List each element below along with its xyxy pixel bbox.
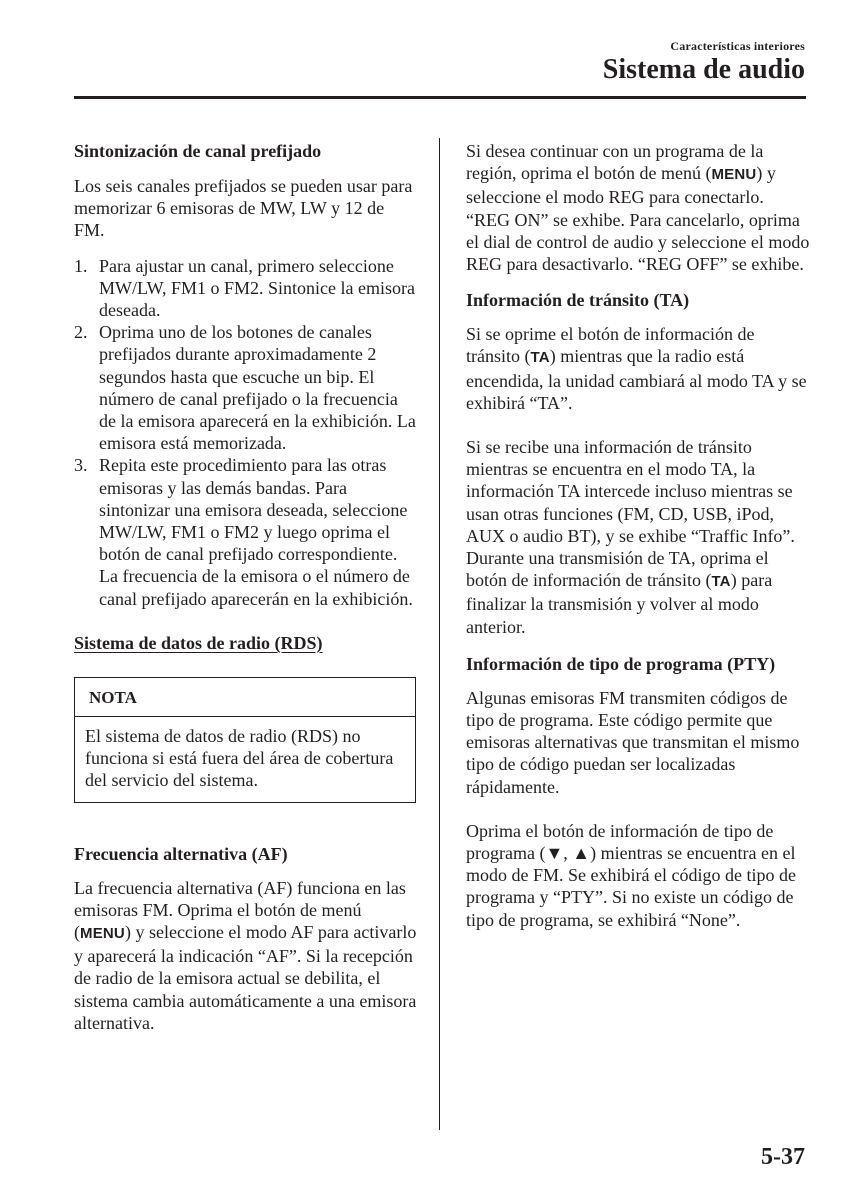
step-number: 2.: [74, 322, 88, 343]
ta-key-label: TA: [530, 349, 550, 367]
step-number: 1.: [74, 255, 88, 276]
section-label: Características interiores: [670, 39, 805, 53]
ta-text: Si se oprime el botón de información de tránsito (: [466, 324, 755, 367]
step-text: Para ajustar un canal, primero seleccione MW/LW, FM1 o FM2. Sintonice la emisora deseada.: [99, 255, 415, 321]
ta-heading: Información de tránsito (TA): [466, 290, 690, 311]
ta-text-cont: ) mientras que la radio está encendida, la unidad cambiará al modo TA y se exhibirá “TA”.: [466, 346, 807, 413]
ta-paragraph-3: [466, 547, 811, 638]
page-title: Sistema de audio: [602, 54, 805, 85]
header-rule: [74, 96, 806, 99]
note-box: [74, 677, 416, 803]
pty-paragraph-2: [466, 820, 811, 931]
left-column: [74, 140, 419, 1034]
ta-paragraph-2: Si se recibe una información de tránsito mientras se encuentra en el modo TA, la información TA intercede incluso mientras se usan otras funciones (FM, CD, USB, iPod, AUX o audio BT), y se exhibe “Traffic Info”.: [466, 437, 795, 546]
note-text: El sistema de datos de radio (RDS) no funciona si está fuera del área de cobertura del servicio del sistema.: [85, 726, 394, 791]
menu-key-label: MENU: [80, 925, 125, 943]
preset-steps: [74, 255, 419, 610]
arrow-keys-icon: ▼, ▲: [545, 843, 591, 864]
step-number: 3.: [74, 455, 88, 476]
af-text-cont: ) y seleccione el modo AF para activarlo y aparecerá la indicación “AF”. Si la recepción de radio de la emisora actual se debilita, el sistema cambia automáticamente a una emisora alternativa.: [74, 922, 417, 1033]
note-label: NOTA: [75, 678, 415, 717]
preset-step: [74, 255, 419, 322]
ta-text-cont: ) para finalizar la transmisión y volver al modo anterior.: [466, 570, 773, 637]
column-divider: [439, 138, 440, 1130]
right-column: [466, 140, 811, 931]
step-text: Repita este procedimiento para las otras emisoras y las demás bandas. Para sintonizar una emisora deseada, seleccione MW/LW, FM1 o FM2 y luego oprima el botón de canal prefijado correspondiente. La frecuencia de la emisora o el número de canal prefijado aparecerán en la exhibición.: [99, 455, 413, 609]
menu-key-label: MENU: [711, 166, 757, 184]
preset-step: [74, 321, 419, 454]
preset-step: [74, 454, 419, 609]
af-heading: Frecuencia alternativa (AF): [74, 843, 288, 864]
page-number: 5-37: [761, 1144, 805, 1170]
reg-paragraph: [466, 140, 811, 275]
reg-text: Si desea continuar con un programa de la región, oprima el botón de menú (: [466, 141, 764, 184]
af-text: La frecuencia alternativa (AF) funciona en las emisoras FM. Oprima el botón de menú (: [74, 877, 406, 943]
af-paragraph: [74, 877, 419, 1034]
reg-text-cont: ) y seleccione el modo REG para conectarlo. “REG ON” se exhibe. Para cancelarlo, oprima el dial de control de audio y seleccione el modo REG para desactivarlo. “REG OFF” se exhibe.: [466, 163, 810, 275]
ta-paragraph-1: [466, 323, 811, 414]
rds-heading: Sistema de datos de radio (RDS): [74, 632, 323, 653]
pty-text: Oprima el botón de información de tipo de programa (: [466, 820, 774, 864]
pty-paragraph-1: Algunas emisoras FM transmiten códigos de tipo de programa. Este código permite que emisoras alternativas que transmitan el mismo tipo de código puedan ser localizadas rápidamente.: [466, 687, 800, 797]
pty-heading: Información de tipo de programa (PTY): [466, 653, 776, 674]
preset-heading: Sintonización de canal prefijado: [74, 141, 322, 161]
ta-key-label: TA: [711, 573, 731, 591]
pty-text-cont: ) mientras se encuentra en el modo de FM. Se exhibirá el código de tipo de programa y “PTY”. Si no existe un código de tipo de programa, se exhibirá “None”.: [466, 843, 796, 930]
step-text: Oprima uno de los botones de canales prefijados durante aproximadamente 2 segundos hasta que escuche un bip. El número de canal prefijado o la frecuencia de la emisora aparecerá en la exhibición. La emisora está memorizada.: [99, 322, 416, 454]
preset-intro: Los seis canales prefijados se pueden usar para memorizar 6 emisoras de MW, LW y 12 de FM.: [74, 176, 413, 241]
ta-text: Durante una transmisión de TA, oprima el botón de información de tránsito (: [466, 548, 769, 591]
